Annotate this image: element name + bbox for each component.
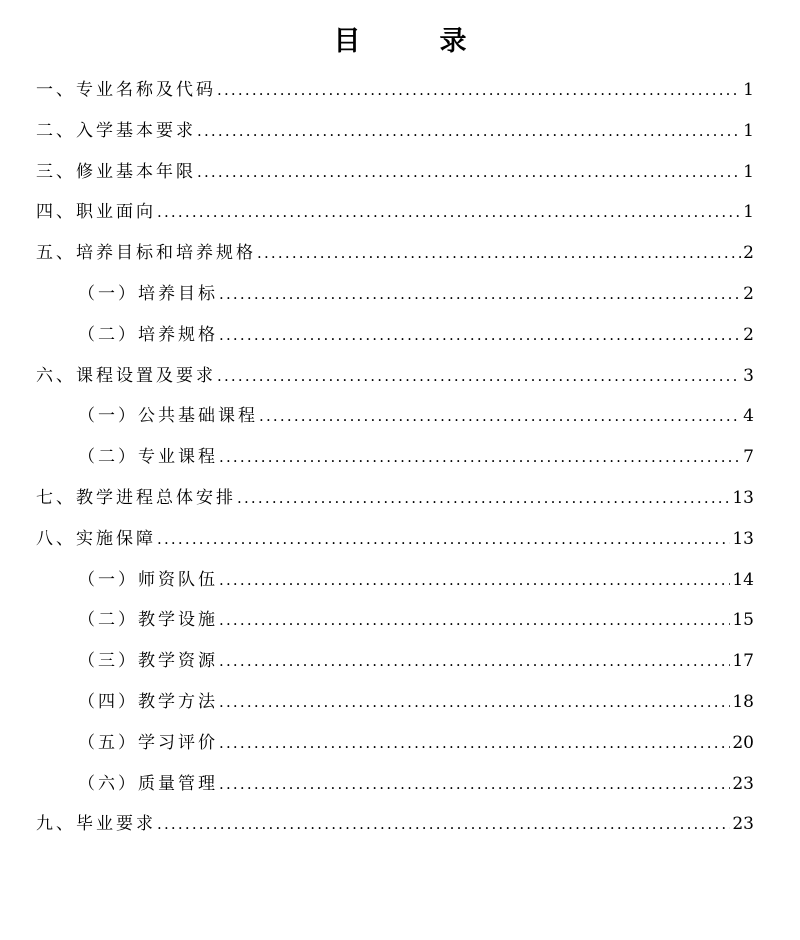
toc-entry-label: 三、修业基本年限 bbox=[36, 161, 196, 182]
toc-dot-leader bbox=[219, 274, 741, 315]
toc-entry[interactable] bbox=[36, 274, 754, 315]
toc-entry-page-number: 2 bbox=[743, 324, 754, 345]
toc-entry[interactable] bbox=[36, 192, 754, 233]
toc-entry-page-number: 13 bbox=[732, 528, 754, 549]
toc-entry-page-number: 1 bbox=[743, 202, 754, 223]
toc-dot-leader bbox=[237, 478, 730, 519]
toc-entry-label: 七、教学进程总体安排 bbox=[36, 487, 236, 508]
toc-entry[interactable] bbox=[36, 233, 754, 274]
toc-entry-label: 二、入学基本要求 bbox=[36, 120, 196, 141]
toc-entry[interactable] bbox=[36, 70, 754, 111]
toc-dot-leader bbox=[257, 233, 741, 274]
toc-list bbox=[36, 70, 754, 845]
toc-entry-page-number: 15 bbox=[732, 610, 754, 631]
toc-entry[interactable] bbox=[36, 764, 754, 805]
toc-entry-label: （五）学习评价 bbox=[78, 732, 218, 753]
toc-entry-page-number: 7 bbox=[743, 447, 754, 468]
toc-entry-label: 六、课程设置及要求 bbox=[36, 365, 216, 386]
toc-entry-label: （一）培养目标 bbox=[78, 283, 218, 304]
toc-dot-leader bbox=[157, 519, 730, 560]
toc-entry[interactable] bbox=[36, 519, 754, 560]
toc-entry-page-number: 4 bbox=[743, 406, 754, 427]
toc-entry-page-number: 2 bbox=[743, 283, 754, 304]
toc-entry[interactable] bbox=[36, 356, 754, 397]
toc-entry[interactable] bbox=[36, 478, 754, 519]
toc-entry[interactable] bbox=[36, 804, 754, 845]
toc-entry-page-number: 18 bbox=[732, 691, 754, 712]
toc-dot-leader bbox=[197, 111, 741, 152]
toc-entry-label: 八、实施保障 bbox=[36, 528, 156, 549]
toc-entry-page-number: 13 bbox=[732, 487, 754, 508]
toc-entry[interactable] bbox=[36, 315, 754, 356]
toc-entry[interactable] bbox=[36, 682, 754, 723]
toc-entry-page-number: 14 bbox=[732, 569, 754, 590]
toc-dot-leader bbox=[219, 600, 730, 641]
toc-entry-label: 五、培养目标和培养规格 bbox=[36, 243, 256, 264]
toc-entry-page-number: 2 bbox=[743, 243, 754, 264]
toc-dot-leader bbox=[217, 356, 741, 397]
toc-entry-page-number: 23 bbox=[732, 814, 754, 835]
toc-entry-label: （一）师资队伍 bbox=[78, 569, 218, 590]
toc-dot-leader bbox=[219, 437, 741, 478]
toc-entry[interactable] bbox=[36, 641, 754, 682]
toc-entry-label: （一）公共基础课程 bbox=[78, 406, 258, 427]
toc-entry-label: （二）培养规格 bbox=[78, 324, 218, 345]
toc-dot-leader bbox=[219, 315, 741, 356]
toc-entry[interactable] bbox=[36, 396, 754, 437]
toc-dot-leader bbox=[219, 723, 730, 764]
toc-title: 目 录 bbox=[333, 26, 493, 57]
toc-entry-page-number: 17 bbox=[732, 651, 754, 672]
toc-entry[interactable] bbox=[36, 437, 754, 478]
toc-dot-leader bbox=[219, 560, 730, 601]
toc-entry[interactable] bbox=[36, 600, 754, 641]
toc-entry[interactable] bbox=[36, 560, 754, 601]
toc-dot-leader bbox=[197, 152, 741, 193]
toc-entry[interactable] bbox=[36, 723, 754, 764]
toc-entry[interactable] bbox=[36, 152, 754, 193]
toc-dot-leader bbox=[157, 192, 741, 233]
toc-entry-label: （六）质量管理 bbox=[78, 773, 218, 794]
toc-entry-page-number: 20 bbox=[732, 732, 754, 753]
toc-entry-label: （三）教学资源 bbox=[78, 651, 218, 672]
toc-entry-page-number: 1 bbox=[743, 120, 754, 141]
toc-dot-leader bbox=[219, 641, 730, 682]
toc-entry-label: 四、职业面向 bbox=[36, 202, 156, 223]
toc-entry-label: 九、毕业要求 bbox=[36, 814, 156, 835]
toc-entry-label: （二）专业课程 bbox=[78, 447, 218, 468]
toc-entry-page-number: 1 bbox=[743, 161, 754, 182]
toc-dot-leader bbox=[217, 70, 741, 111]
toc-dot-leader bbox=[219, 682, 730, 723]
toc-entry-page-number: 23 bbox=[732, 773, 754, 794]
toc-entry-label: （四）教学方法 bbox=[78, 691, 218, 712]
toc-dot-leader bbox=[259, 396, 741, 437]
toc-entry-page-number: 1 bbox=[743, 80, 754, 100]
toc-entry-page-number: 3 bbox=[743, 365, 754, 386]
toc-entry-label: 一、专业名称及代码 bbox=[36, 80, 216, 100]
toc-entry-label: （二）教学设施 bbox=[78, 610, 218, 631]
toc-dot-leader bbox=[219, 764, 730, 805]
toc-entry[interactable] bbox=[36, 111, 754, 152]
toc-dot-leader bbox=[157, 804, 730, 845]
